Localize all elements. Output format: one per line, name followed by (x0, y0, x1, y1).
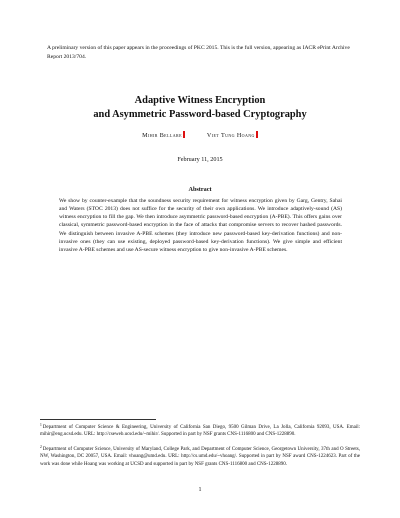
footnote-rule (40, 419, 156, 420)
title-line-1: Adaptive Witness Encryption (134, 95, 266, 106)
author-1: Mihir Bellare (142, 133, 182, 139)
paper-date: February 11, 2015 (177, 156, 223, 163)
publication-note: A preliminary version of this paper appears in the proceedings of PKC 2015. This is the full version, appearing as IACR ePrint Archive Report 2013/704. (47, 45, 350, 60)
footnote-link-1[interactable] (183, 131, 185, 138)
footnote-2 (40, 444, 360, 468)
paper-title (0, 94, 400, 122)
footnote-1-text: Department of Computer Science & Engineering, University of California San Diego, 9500 Gilman Drive, La Jolla, California 92093, USA. Email: mihir@eng.ucsd.edu. URL: http://cseweb.ucsd.edu/~mihir/. Supported in part by NSF grants CNS-1116800 and CNS-1228890. (40, 425, 360, 438)
page-number: 1 (198, 487, 202, 493)
title-line-2: and Asymmetric Password-based Cryptography (93, 109, 307, 120)
abstract-body: We show by counter-example that the soundness security requirement for witness encryption given by Garg, Gentry, Sahai and Waters (STOC 2013) does not suffice for the security of their own applications. We introduce adaptively-sound (AS) witness encryption to fill the gap. We then introduce asymmetric password-based encryption (A-PBE). This offers gains over classical, symmetric password-based encryption in the face of attacks that compromise servers to recover hashed passwords. We distinguish between invasive A-PBE schemes (they introduce new password-based key-derivation functions) and non-invasive ones (they can use existing, deployed password-based key-derivation functions). We give simple and efficient invasive A-PBE schemes and use AS-secure witness encryption to give non-invasive A-PBE schemes. (59, 198, 342, 253)
footnote-1-mark: 1 (40, 423, 42, 427)
footnote-2-text: Department of Computer Science, University of Maryland, College Park, and Department of Computer Science, Georgetown University, 37th and O Streets, NW, Washington, DC 20057, USA. Email: vhoang@umd.edu. URL: http://cs.umd.edu/~vhoang/. Supported in part by NSF award CNS-1224623. Part of the work was done while Hoang was working at UCSD and supported in part by NSF grants CNS-1116800 and CNS-1228890. (40, 447, 360, 467)
footnote-link-2[interactable] (256, 131, 258, 138)
abstract-heading: Abstract (188, 186, 212, 193)
footnote-2-mark: 2 (40, 445, 42, 449)
author-2: Viet Tung Hoang (206, 133, 255, 139)
footnote-1 (40, 422, 360, 439)
author-list (0, 131, 400, 139)
